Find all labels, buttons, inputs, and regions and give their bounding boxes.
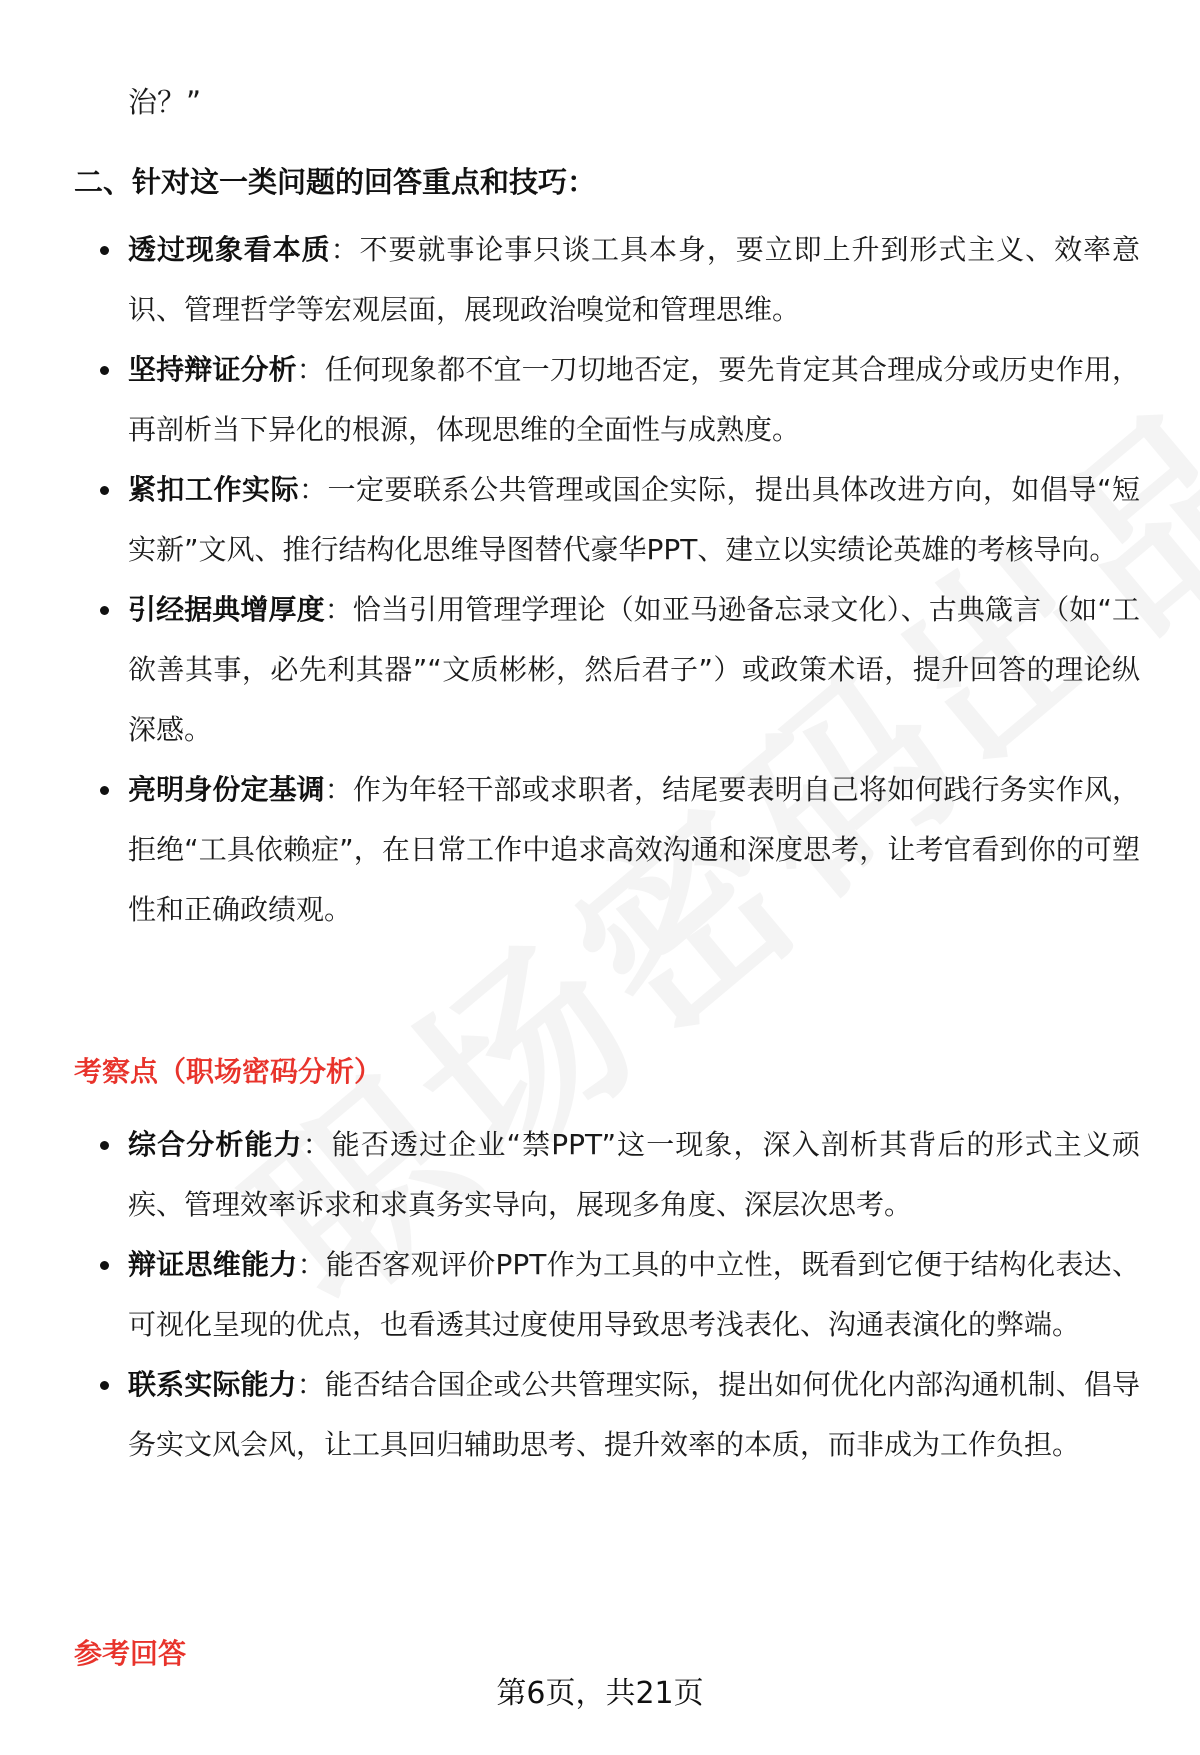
answer-tips-list [0, 220, 1200, 940]
item-term: 坚持辩证分析 [128, 353, 297, 386]
item-text: ：任何现象都不宜一刀切地否定，要先肯定其合理成分或历史作用，再剖析当下异化的根源，体现思维的全面性与成熟度。 [128, 353, 1140, 446]
list-item [0, 1115, 1200, 1235]
assessment-points-list [0, 1115, 1200, 1475]
section-heading-reference-answer: 参考回答 [74, 1637, 187, 1670]
item-text: ：能否透过企业“禁PPT”这一现象，深入剖析其背后的形式主义顽疾、管理效率诉求和求真务实导向，展现多角度、深层次思考。 [128, 1128, 1140, 1221]
list-item [0, 340, 1200, 460]
item-term: 引经据典增厚度 [128, 593, 325, 626]
item-term: 透过现象看本质 [128, 233, 331, 266]
item-text: ：一定要联系公共管理或国企实际，提出具体改进方向，如倡导“短实新”文风、推行结构化思维导图替代豪华PPT、建立以实绩论英雄的考核导向。 [128, 473, 1140, 566]
item-term: 亮明身份定基调 [128, 773, 325, 806]
item-text: ：作为年轻干部或求职者，结尾要表明自己将如何践行务实作风，拒绝“工具依赖症”，在日常工作中追求高效沟通和深度思考，让考官看到你的可塑性和正确政绩观。 [128, 773, 1140, 926]
item-text: ：能否客观评价PPT作为工具的中立性，既看到它便于结构化表达、可视化呈现的优点，也看透其过度使用导致思考浅表化、沟通表演化的弊端。 [128, 1248, 1140, 1341]
item-text: ：不要就事论事只谈工具本身，要立即上升到形式主义、效率意识、管理哲学等宏观层面，展现政治嗅觉和管理思维。 [128, 233, 1140, 326]
list-item [0, 580, 1200, 760]
list-item [0, 1355, 1200, 1475]
item-text: ：恰当引用管理学理论（如亚马逊备忘录文化）、古典箴言（如“工欲善其事，必先利其器”“文质彬彬，然后君子”）或政策术语，提升回答的理论纵深感。 [128, 593, 1140, 746]
list-item [0, 220, 1200, 340]
page-number: 第6页，共21页 [496, 1676, 704, 1711]
section-heading-answer-tips: 二、针对这一类问题的回答重点和技巧： [74, 165, 597, 199]
continuation-text: 治？” [128, 85, 202, 119]
list-item [0, 760, 1200, 940]
item-text: ：能否结合国企或公共管理实际，提出如何优化内部沟通机制、倡导务实文风会风，让工具回归辅助思考、提升效率的本质，而非成为工作负担。 [128, 1368, 1140, 1461]
section-heading-assessment-points: 考察点（职场密码分析） [74, 1055, 383, 1088]
item-term: 辩证思维能力 [128, 1248, 298, 1281]
list-item [0, 460, 1200, 580]
item-term: 联系实际能力 [128, 1368, 297, 1401]
item-term: 紧扣工作实际 [128, 473, 299, 506]
list-item [0, 1235, 1200, 1355]
item-term: 综合分析能力 [128, 1128, 303, 1161]
